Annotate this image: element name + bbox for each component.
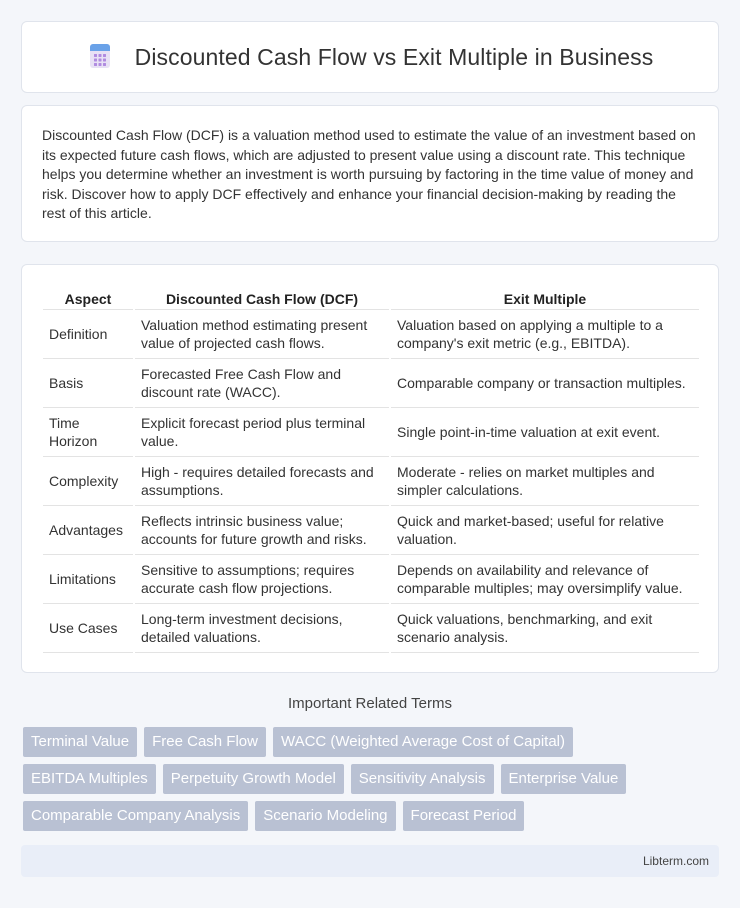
aspect-cell: Limitations <box>43 554 134 603</box>
tag-enterprise-value[interactable]: Enterprise Value <box>501 764 627 794</box>
exit-multiple-cell: Single point-in-time valuation at exit event. <box>390 407 699 456</box>
aspect-cell: Time Horizon <box>43 407 134 456</box>
dcf-cell: Sensitive to assumptions; requires accurate cash flow projections. <box>134 554 390 603</box>
related-terms-tags <box>23 727 723 838</box>
tag-scenario-modeling[interactable]: Scenario Modeling <box>255 801 395 831</box>
table-row <box>43 603 699 652</box>
exit-multiple-cell: Moderate - relies on market multiples and simpler calculations. <box>390 456 699 505</box>
exit-multiple-cell: Comparable company or transaction multiples. <box>390 358 699 407</box>
table-row <box>43 554 699 603</box>
dcf-cell: High - requires detailed forecasts and assumptions. <box>134 456 390 505</box>
table-row <box>43 505 699 554</box>
comparison-table-card <box>21 264 719 673</box>
related-terms-title: Important Related Terms <box>288 695 452 712</box>
tag-terminal-value[interactable]: Terminal Value <box>23 727 137 757</box>
tag-free-cash-flow[interactable]: Free Cash Flow <box>144 727 266 757</box>
tag-perpetuity-growth-model[interactable]: Perpetuity Growth Model <box>163 764 344 794</box>
table-header-row <box>43 287 699 309</box>
dcf-cell: Forecasted Free Cash Flow and discount rate (WACC). <box>134 358 390 407</box>
dcf-cell: Long-term investment decisions, detailed valuations. <box>134 603 390 652</box>
table-row <box>43 358 699 407</box>
column-header-aspect: Aspect <box>43 287 134 309</box>
table-row <box>43 309 699 358</box>
intro-text: Discounted Cash Flow (DCF) is a valuation method used to estimate the value of an investment based on its expected future cash flows, which are adjusted to present value using a discount rate. This technique helps you determine whether an investment is worth pursuing by factoring in the time value of money and risk. Discover how to apply DCF effectively and enhance your financial decision-making by reading the rest of this article. <box>42 127 696 222</box>
table-row <box>43 407 699 456</box>
footer-brand-link[interactable]: Libterm.com <box>642 854 709 868</box>
column-header-dcf: Discounted Cash Flow (DCF) <box>134 287 390 309</box>
intro-card <box>21 105 719 242</box>
dcf-cell: Explicit forecast period plus terminal value. <box>134 407 390 456</box>
tag-forecast-period[interactable]: Forecast Period <box>403 801 525 831</box>
dcf-cell: Reflects intrinsic business value; accounts for future growth and risks. <box>134 505 390 554</box>
aspect-cell: Complexity <box>43 456 134 505</box>
aspect-cell: Definition <box>43 309 134 358</box>
exit-multiple-cell: Depends on availability and relevance of comparable multiples; may oversimplify value. <box>390 554 699 603</box>
tag-ebitda-multiples[interactable]: EBITDA Multiples <box>23 764 156 794</box>
calculator-icon <box>87 43 113 69</box>
tag-sensitivity-analysis[interactable]: Sensitivity Analysis <box>351 764 494 794</box>
exit-multiple-cell: Valuation based on applying a multiple to a company's exit metric (e.g., EBITDA). <box>390 309 699 358</box>
page-title: Discounted Cash Flow vs Exit Multiple in Business <box>134 43 654 70</box>
dcf-cell: Valuation method estimating present value of projected cash flows. <box>134 309 390 358</box>
aspect-cell: Basis <box>43 358 134 407</box>
comparison-table <box>43 287 699 653</box>
exit-multiple-cell: Quick and market-based; useful for relative valuation. <box>390 505 699 554</box>
tag-wacc[interactable]: WACC (Weighted Average Cost of Capital) <box>273 727 573 757</box>
column-header-exit-multiple: Exit Multiple <box>390 287 699 309</box>
aspect-cell: Use Cases <box>43 603 134 652</box>
header-card <box>21 21 719 93</box>
aspect-cell: Advantages <box>43 505 134 554</box>
tag-comparable-company-analysis[interactable]: Comparable Company Analysis <box>23 801 248 831</box>
tag-row <box>23 727 723 757</box>
tag-row <box>23 801 723 831</box>
tag-row <box>23 764 723 794</box>
table-row <box>43 456 699 505</box>
footer <box>21 845 719 877</box>
exit-multiple-cell: Quick valuations, benchmarking, and exit scenario analysis. <box>390 603 699 652</box>
